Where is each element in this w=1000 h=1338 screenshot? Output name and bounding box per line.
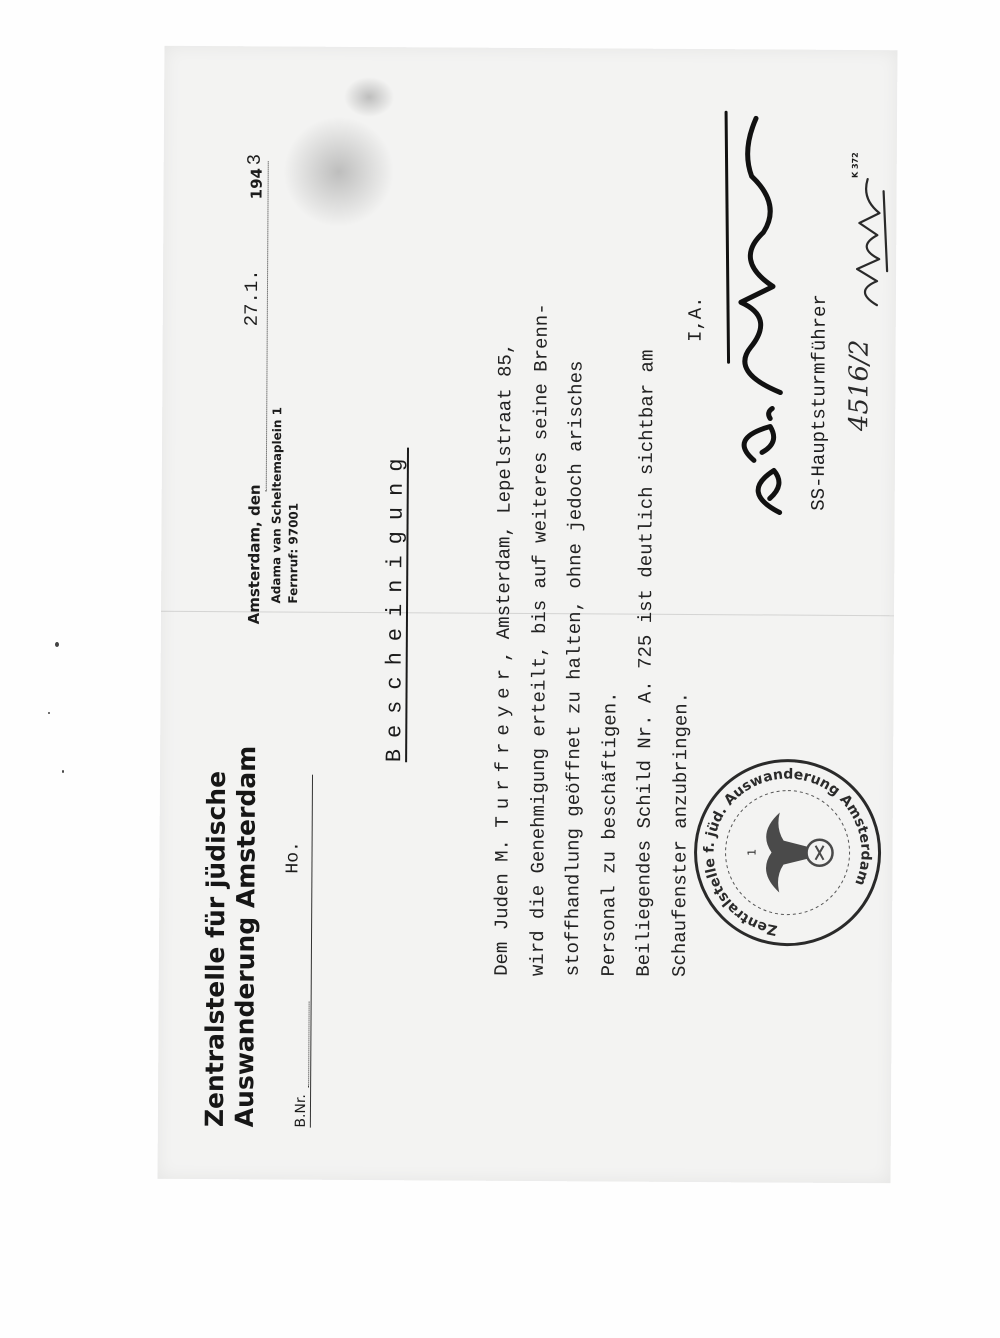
handwritten-initials [847, 171, 892, 311]
body-line-2: wird die Genehmigung erteilt, bis auf weiteres seine Brenn- [526, 303, 553, 977]
recipient-name: Turfreyer [491, 661, 515, 828]
scan-speck [62, 770, 64, 773]
body-text [485, 303, 702, 977]
date-dotted-line [266, 161, 269, 491]
year-suffix: 3 [243, 153, 266, 166]
body-line-6: Schaufenster anzubringen. [668, 691, 693, 978]
body-line-4: Personal zu beschäftigen. [597, 691, 622, 977]
official-stamp [687, 752, 888, 953]
office-name-line2: Auswanderung Amsterdam [229, 745, 262, 1128]
body-line-3: stoffhandlung geöffnet zu halten, ohne jedoch arisches [561, 360, 588, 977]
signer-rank: SS-Hauptsturmführer [807, 294, 831, 511]
date-value: 27.1. [240, 269, 264, 327]
address-street: Adama van Scheltemaplein 1 [269, 406, 285, 604]
office-name [200, 746, 262, 1128]
ho-value: Ho. [283, 841, 304, 874]
certificate-content [158, 46, 898, 1183]
year-prefix: 194 [247, 167, 266, 200]
document-title: Bescheinigung [382, 447, 410, 763]
form-code: K 372 [850, 152, 860, 179]
stamp-text: Zentralstelle f. jüd. Auswanderung Amsterdam [701, 766, 874, 938]
body-line-5: Beiliegendes Schild Nr. A. 725 ist deutlich sichtbar am [632, 349, 659, 977]
body-line-1-prefix: Dem Juden M. [490, 838, 514, 976]
body-line-1-suffix: , Amsterdam, Lepelstraat 85, [492, 342, 517, 663]
scan-speck [55, 642, 59, 647]
eagle-emblem-icon [766, 812, 833, 892]
bnr-label: B.Nr. [292, 1094, 310, 1128]
office-name-line1: Zentralstelle für jüdische [199, 770, 232, 1128]
certificate-card [158, 46, 898, 1183]
handwritten-signature [710, 102, 803, 523]
handwritten-number: 4516/2 [844, 339, 875, 432]
on-behalf-label: I,A. [684, 296, 707, 343]
body-line-1 [485, 303, 525, 976]
place-label: Amsterdam, den [244, 484, 264, 625]
scan-speck [48, 712, 50, 714]
stamp-number: 1 [745, 848, 759, 856]
bnr-underline [310, 775, 313, 1128]
address-phone: Fernruf: 97001 [286, 502, 301, 604]
